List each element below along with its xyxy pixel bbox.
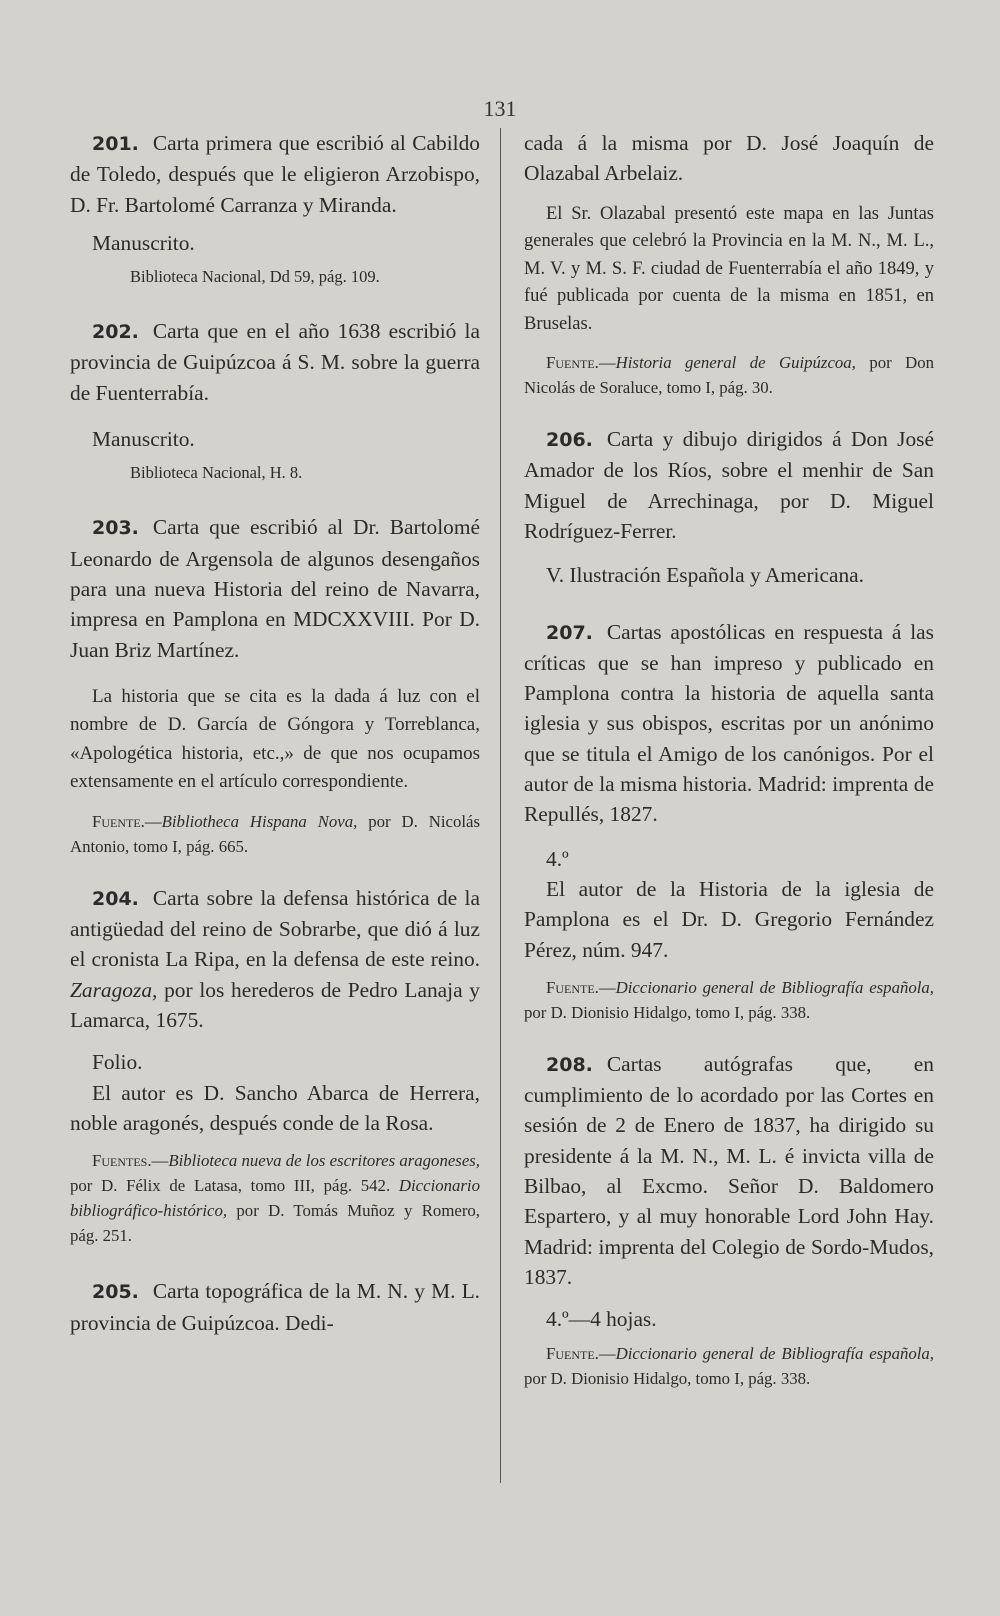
entry-205 — [70, 1276, 480, 1338]
entry-204-title: Carta sobre la defensa histórica de la antigüedad del reino de Sobrarbe, que dió á luz el cronista La Ripa, en la defensa de este reino. — [70, 885, 480, 972]
entry-204 — [70, 883, 480, 1248]
fuente-detail: por D. Tomás Muñoz y Romero, pág. 251. — [70, 1201, 480, 1246]
entry-204-text — [70, 883, 480, 1035]
entry-206-title: Carta y dibujo dirigidos á Don José Amador de los Ríos, sobre el menhir de San Miguel de Arrechinaga, por D. Miguel Rodríguez-Ferrer. — [524, 427, 934, 543]
fuente-detail: por Don Nicolás de Soraluce, tomo I, pág. 30. — [524, 353, 935, 398]
entry-205-text — [70, 1276, 480, 1338]
entry-202-manuscrito: Manuscrito. — [92, 427, 195, 452]
entry-number: 204. — [92, 887, 139, 910]
entry-207-format: 4.º — [546, 846, 569, 871]
entry-202-text — [70, 316, 480, 408]
left-column — [70, 128, 480, 1338]
entry-205-cont-text: cada á la misma por D. José Joaquín de Olazabal Arbelaiz. — [524, 131, 934, 186]
entry-206 — [524, 424, 934, 590]
entry-203-text — [70, 512, 480, 664]
entry-204-note: El autor es D. Sancho Abarca de Herrera, noble aragonés, después conde de la Rosa. — [70, 1080, 480, 1135]
column-divider — [500, 128, 501, 1483]
entry-number: 205. — [92, 1281, 139, 1304]
fuente-title: Historia general de Guipúzcoa, — [615, 353, 856, 373]
entry-202-library: Biblioteca Nacional, H. 8. — [130, 463, 303, 483]
entry-206-text — [524, 424, 934, 546]
entry-208-text — [524, 1049, 934, 1292]
entry-207 — [524, 617, 934, 1025]
entry-207-note: El autor de la Historia de la iglesia de Pamplona es el Dr. D. Gregorio Fernández Pérez, núm. 947. — [524, 876, 934, 962]
fuente-title: Bibliotheca Hispana Nova, — [161, 811, 358, 831]
entry-number: 206. — [546, 429, 593, 452]
entry-201-title: Carta primera que escribió al Cabildo de Toledo, después que le eligieron Arzobispo, D. Fr. Bartolomé Carranza y Miranda. — [70, 131, 480, 217]
entry-201 — [70, 128, 480, 290]
entry-204-format: Folio. — [92, 1050, 143, 1075]
fuente-title: Diccionario bibliográfico-histórico, — [70, 1176, 480, 1221]
entry-207-text — [524, 617, 934, 830]
entry-201-manuscrito: Manuscrito. — [92, 230, 195, 255]
entry-201-library: Biblioteca Nacional, Dd 59, pág. 109. — [130, 267, 380, 287]
page-number: 131 — [483, 96, 517, 121]
entry-204-fuente: Fuentes.—Biblioteca nueva de los escritores aragoneses, por D. Félix de Latasa, tomo III, pág. 542. Diccionario bibliográfico-histórico, por D. Tomás Muñoz y Romero, pág. 251. — [70, 1151, 480, 1246]
entry-207-title: Cartas apostólicas en respuesta á las críticas que se han impreso y publicado en Pamplona contra la historia de aquella santa iglesia y sus obispos, escritas por un anónimo que se titula el Amigo de los canónigos. Por el autor de la misma historia. Madrid: imprenta de Repullés, 1827. — [524, 619, 934, 827]
fuente-label: Fuente. — [546, 1343, 599, 1363]
entry-202-title: Carta que en el año 1638 escribió la provincia de Guipúzcoa á S. M. sobre la guerra de Fuenterrabía. — [70, 319, 480, 405]
entry-208-format: 4.º—4 hojas. — [546, 1307, 657, 1332]
right-column — [524, 128, 934, 1391]
entry-208-title: Cartas autógrafas que, en cumplimiento de lo acordado por las Cortes en sesión de 2 de Enero de 1837, ha dirigido su presidente á la M. N., M. L. é invicta villa de Bilbao, al Excmo. Señor D. Baldomero Espartero, y al muy honorable Lord John Hay. Madrid: imprenta del Colegio de Sordo-Mudos, 1837. — [524, 1051, 934, 1289]
entry-205-note: El Sr. Olazabal presentó este mapa en las Juntas generales que celebró la Provincia en la M. N., M. L., M. V. y M. S. F. ciudad de Fuenterrabía el año 1849, y fué publicada por cuenta de la misma en 1851, en Bruselas. — [524, 203, 934, 334]
fuente-detail: por D. Dionisio Hidalgo, tomo I, pág. 338. — [524, 1002, 811, 1022]
entry-208-fuente: Fuente.—Diccionario general de Bibliografía española, por D. Dionisio Hidalgo, tomo I, pág. 338. — [524, 1343, 934, 1388]
fuente-label: Fuente. — [546, 353, 599, 373]
entry-205-continued — [524, 128, 934, 400]
entry-number: 202. — [92, 321, 139, 344]
entry-203 — [70, 512, 480, 858]
entry-number: 207. — [546, 621, 593, 644]
entry-208 — [524, 1049, 934, 1391]
fuente-detail: por D. Dionisio Hidalgo, tomo I, pág. 338. — [524, 1368, 811, 1388]
entry-205-fuente: Fuente.—Historia general de Guipúzcoa, por Don Nicolás de Soraluce, tomo I, pág. 30. — [524, 353, 935, 398]
entry-204-imprint: por los herederos de Pedro Lanaja y Lamarca, 1675. — [70, 977, 480, 1033]
entry-205-title: Carta topográfica de la M. N. y M. L. provincia de Guipúzcoa. Dedi- — [70, 1279, 480, 1335]
fuente-label: Fuentes. — [92, 1151, 152, 1171]
entry-number: 203. — [92, 517, 139, 540]
entry-number: 201. — [92, 133, 139, 155]
entry-207-fuente: Fuente.—Diccionario general de Bibliografía española, por D. Dionisio Hidalgo, tomo I, pág. 338. — [524, 977, 934, 1022]
entry-203-note: La historia que se cita es la dada á luz con el nombre de D. García de Góngora y Torreblanca, «Apologética historia, etc.,» de que nos ocupamos extensamente en el artículo correspondiente. — [70, 685, 480, 793]
fuente-title: Diccionario general de Bibliografía española, — [615, 977, 934, 997]
entry-203-fuente: Fuente.—Bibliotheca Hispana Nova, por D. Nicolás Antonio, tomo I, pág. 665. — [70, 811, 480, 856]
entry-206-note: V. Ilustración Española y Americana. — [546, 563, 864, 588]
fuente-detail: por D. Nicolás Antonio, tomo I, pág. 665. — [70, 811, 480, 856]
entry-201-text — [70, 128, 480, 220]
fuente-title: Diccionario general de Bibliografía española, — [615, 1343, 934, 1363]
fuente-label: Fuente. — [546, 977, 599, 997]
entry-203-title: Carta que escribió al Dr. Bartolomé Leonardo de Argensola de algunos desengaños para una nueva Historia del reino de Navarra, impresa en Pamplona en MDCXXVIII. Por D. Juan Briz Martínez. — [70, 515, 480, 662]
entry-204-place: Zaragoza, — [70, 977, 158, 1002]
entry-number: 208. — [546, 1053, 593, 1076]
entry-202 — [70, 316, 480, 486]
fuente-title: Biblioteca nueva de los escritores aragoneses, — [168, 1151, 480, 1171]
fuente-detail: por D. Félix de Latasa, tomo III, pág. 542. — [70, 1176, 391, 1196]
fuente-label: Fuente. — [92, 811, 145, 831]
